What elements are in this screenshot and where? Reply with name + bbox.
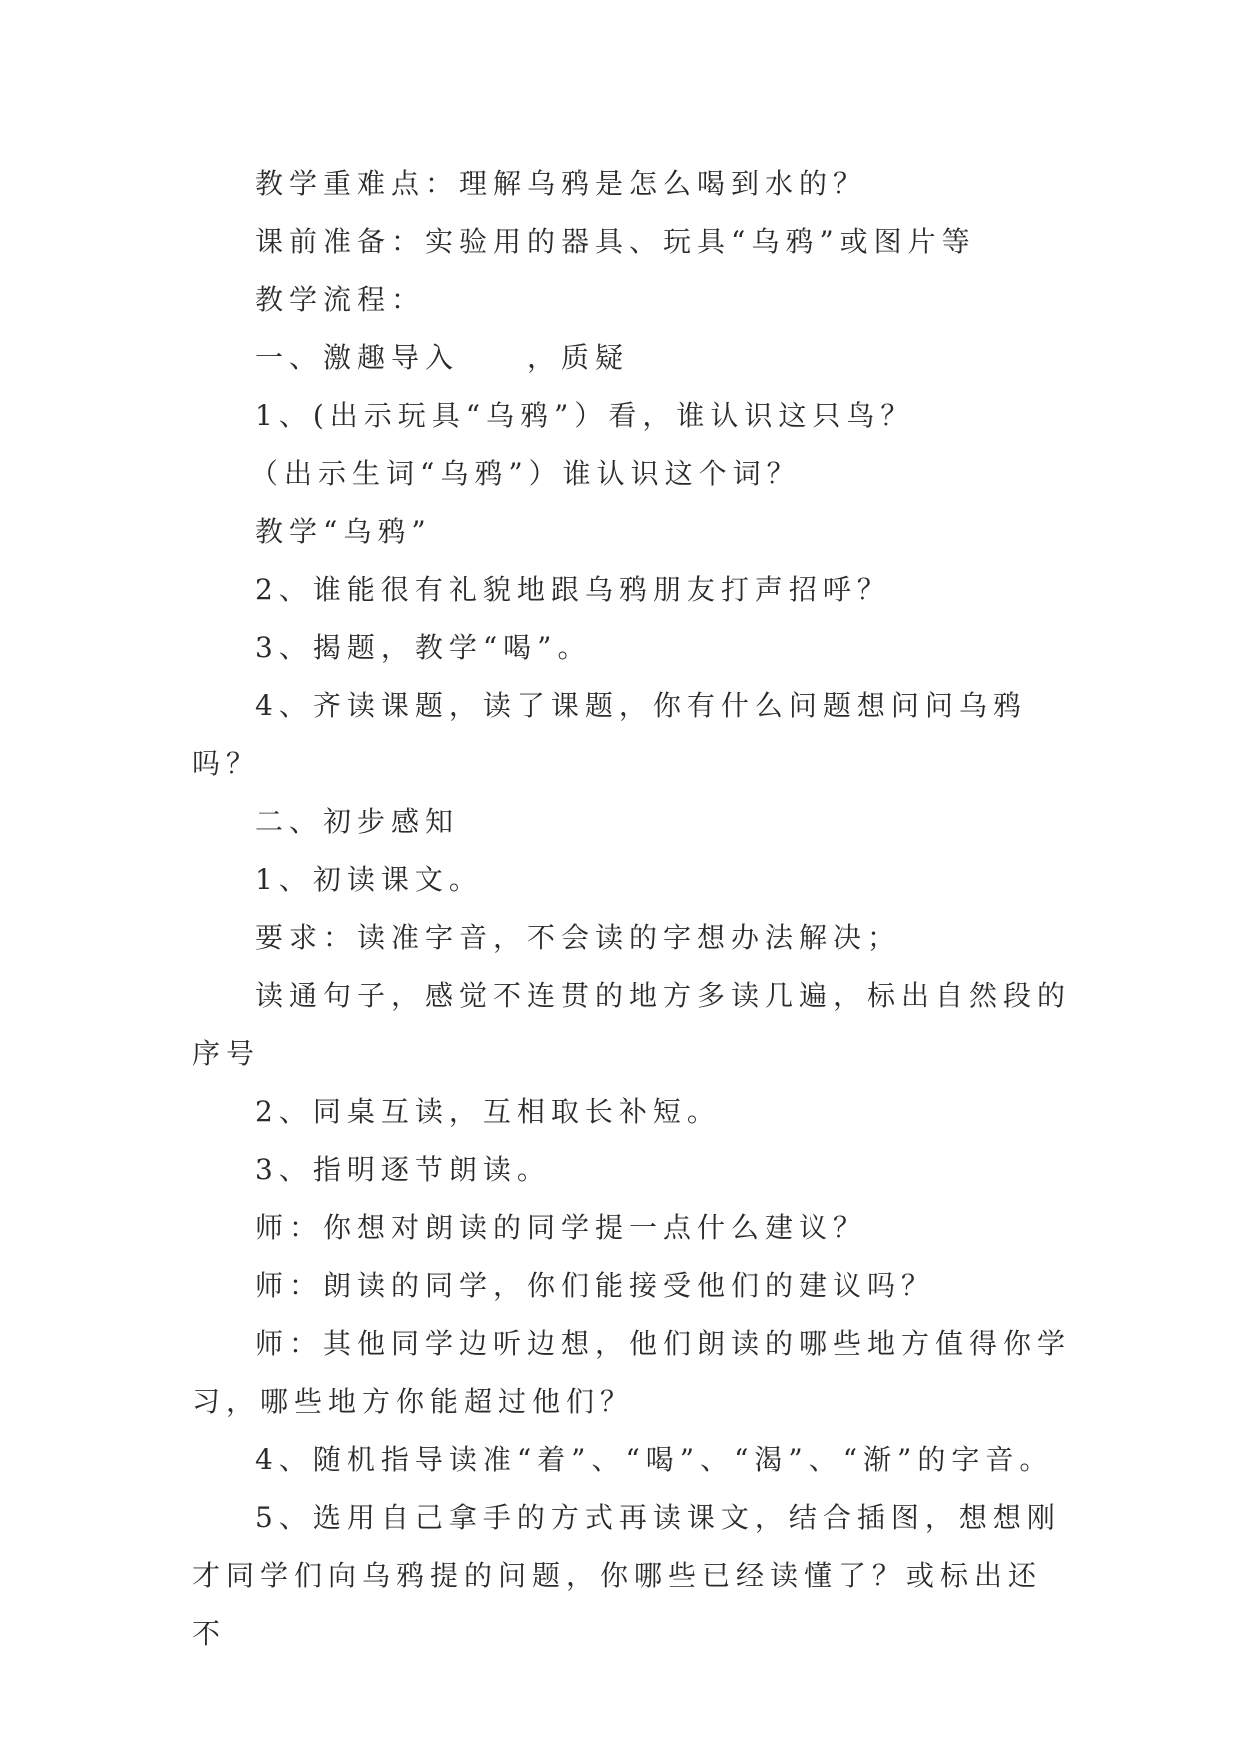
paragraph-step: 4、随机指导读准“着”、“喝”、“渴”、“渐”的字音。: [255, 1443, 1054, 1476]
paragraph-step: 3、指明逐节朗读。: [255, 1153, 551, 1186]
paragraph-step: 3、揭题，教学“喝”。: [255, 631, 592, 664]
paragraph-step: 1、初读课文。: [255, 863, 483, 896]
paragraph-requirement: 读通句子，感觉不连贯的地方多读几遍，标出自然段的序号: [192, 979, 1072, 1070]
paragraph-step: 1、(出示玩具“乌鸦”）看，谁认识这只鸟？: [255, 399, 915, 432]
paragraph-step: （出示生词“乌鸦”）谁认识这个词？: [250, 457, 801, 490]
paragraph-step: 教学“乌鸦”: [255, 515, 432, 548]
paragraph-step: 2、同桌互读，互相取长补短。: [255, 1095, 721, 1128]
paragraph-step: 5、选用自己拿手的方式再读课文，结合插图，想想刚才同学们向乌鸦提的问题，你哪些已经读懂了？或标出还不: [192, 1501, 1061, 1650]
lesson-plan-body: [192, 155, 1072, 1663]
paragraph-teacher: 师：你想对朗读的同学提一点什么建议？: [255, 1211, 868, 1244]
paragraph-requirement: 要求：读准字音，不会读的字想办法解决；: [255, 921, 902, 954]
paragraph-step: 4、齐读课题，读了课题，你有什么问题想问问乌鸦吗？: [192, 689, 1027, 780]
section-heading-perception: 二、初步感知: [255, 805, 460, 838]
paragraph-preparation: 课前准备：实验用的器具、玩具“乌鸦”或图片等: [255, 225, 976, 258]
paragraph-teacher: 师：朗读的同学，你们能接受他们的建议吗？: [255, 1269, 936, 1302]
paragraph-key-difficulty: 教学重难点：理解乌鸦是怎么喝到水的？: [255, 167, 868, 200]
section-heading-intro: 一、激趣导入 ，质疑: [255, 341, 630, 374]
paragraph-step: 2、谁能很有礼貌地跟乌鸦朋友打声招呼？: [255, 573, 891, 606]
paragraph-teacher: 师：其他同学边听边想，他们朗读的哪些地方值得你学习，哪些地方你能超过他们？: [192, 1327, 1072, 1418]
paragraph-process-heading: 教学流程：: [255, 283, 426, 316]
